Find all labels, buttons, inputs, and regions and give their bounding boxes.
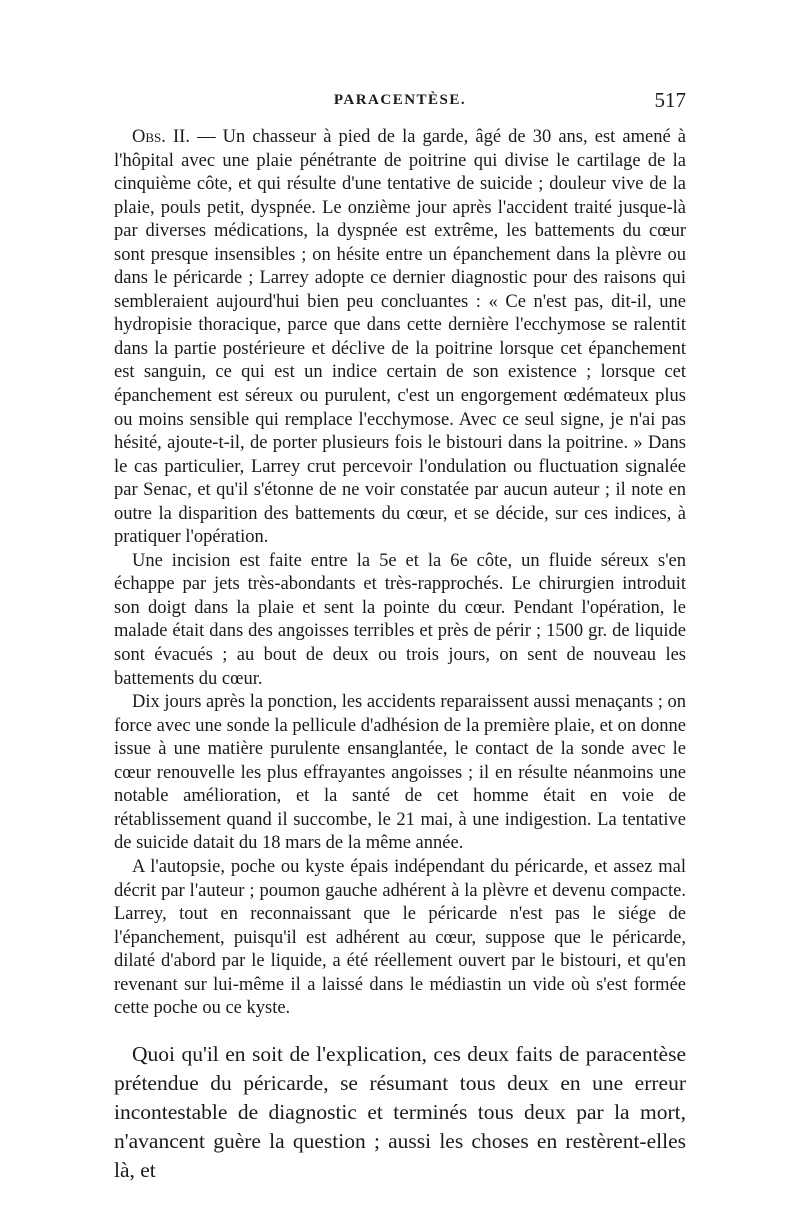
page-number: 517 xyxy=(654,88,686,112)
observation-text: — Un chasseur à pied de la garde, âgé de 30 ans, est amené à l'hôpital avec une plaie pénétrante de poitrine qui divise le cartilage de la cinquième côte, et qui résulte d'une tentative de suicide ; douleur vive de la plaie, pouls petit, dyspnée. Le onzième jour après l'accident traité jusque-là par diverses médications, la dyspnée est extrême, les battements du cœur sont presque insensibles ; on hésite entre un épanchement dans la plèvre ou dans le péricarde ; Larrey adopte ce dernier diagnostic pour des raisons qui sembleraient aujourd'hui bien peu concluantes : « Ce n'est pas, dit-il, une hydropisie thoracique, parce que dans cette dernière l'ecchymose se ralentit dans la partie postérieure et déclive de la poitrine lorsque cet épanchement est sanguin, ce qui est un indice certain de son existence ; lorsque cet épanchement est séreux ou purulent, c'est un engorgement œdémateux plus ou moins sensible qui remplace l'ecchymose. Avec ce seul signe, je n'ai pas hésité, ajoute-t-il, de porter plusieurs fois le bistouri dans la poitrine. » Dans le cas particulier, Larrey crut percevoir l'ondulation ou fluctuation signalée par Senac, et qu'il s'étonne de ne voir constatée par aucun auteur ; il note en outre la disparition des battements du cœur, et se décide, sur ces indices, à pratiquer l'opération. xyxy=(114,127,686,548)
observation-block xyxy=(114,126,686,1021)
running-title: PARACENTÈSE. xyxy=(333,92,467,108)
paragraph-autopsie: A l'autopsie, poche ou kyste épais indépendant du péricarde, et assez mal décrit par l'auteur ; poumon gauche adhérent à la plèvre et devenu compacte. Larrey, tout en reconnaissant que le péricarde n'est pas le siége de l'épanchement, puisqu'il est adhérent au cœur, suppose que le péricarde, dilaté d'abord par le liquide, a été réellement ouvert par le bistouri, et qu'en revenant sur lui-même il a laissé dans le médiastin un vide où s'est formée cette poche ou ce kyste. xyxy=(114,856,686,1019)
page-header xyxy=(114,88,686,120)
paragraph-conclusion: Quoi qu'il en soit de l'explication, ces deux faits de paracentèse prétendue du péricarde, se résumant tous deux en une erreur incontestable de diagnostic et terminés tous deux par la mort, n'avancent guère la question ; aussi les choses en restèrent-elles là, et xyxy=(114,1042,686,1182)
paragraph-observation xyxy=(114,126,686,550)
observation-label: Obs. II. xyxy=(132,127,190,147)
paragraph-incision: Une incision est faite entre la 5e et la 6e côte, un fluide séreux s'en échappe par jets très-abondants et très-rapprochés. Le chirurgien introduit son doigt dans la plaie et sent la pointe du cœur. Pendant l'opération, le malade était dans des angoisses terribles et près de périr ; 1500 gr. de liquide sont évacués ; au bout de deux ou trois jours, on sent de nouveau les battements du cœur. xyxy=(114,550,686,689)
main-text-block xyxy=(114,1040,686,1185)
paragraph-ponction: Dix jours après la ponction, les accidents reparaissent aussi menaçants ; on force avec une sonde la pellicule d'adhésion de la première plaie, et on donne issue à une matière purulente ensanglantée, le contact de la sonde avec le cœur renouvelle les plus effrayantes angoisses ; il en résulte néanmoins une notable amélioration, et la santé de cet homme était en voie de rétablissement quand il succombe, le 21 mai, à une indigestion. La tentative de suicide datait du 18 mars de la même année. xyxy=(114,692,686,854)
